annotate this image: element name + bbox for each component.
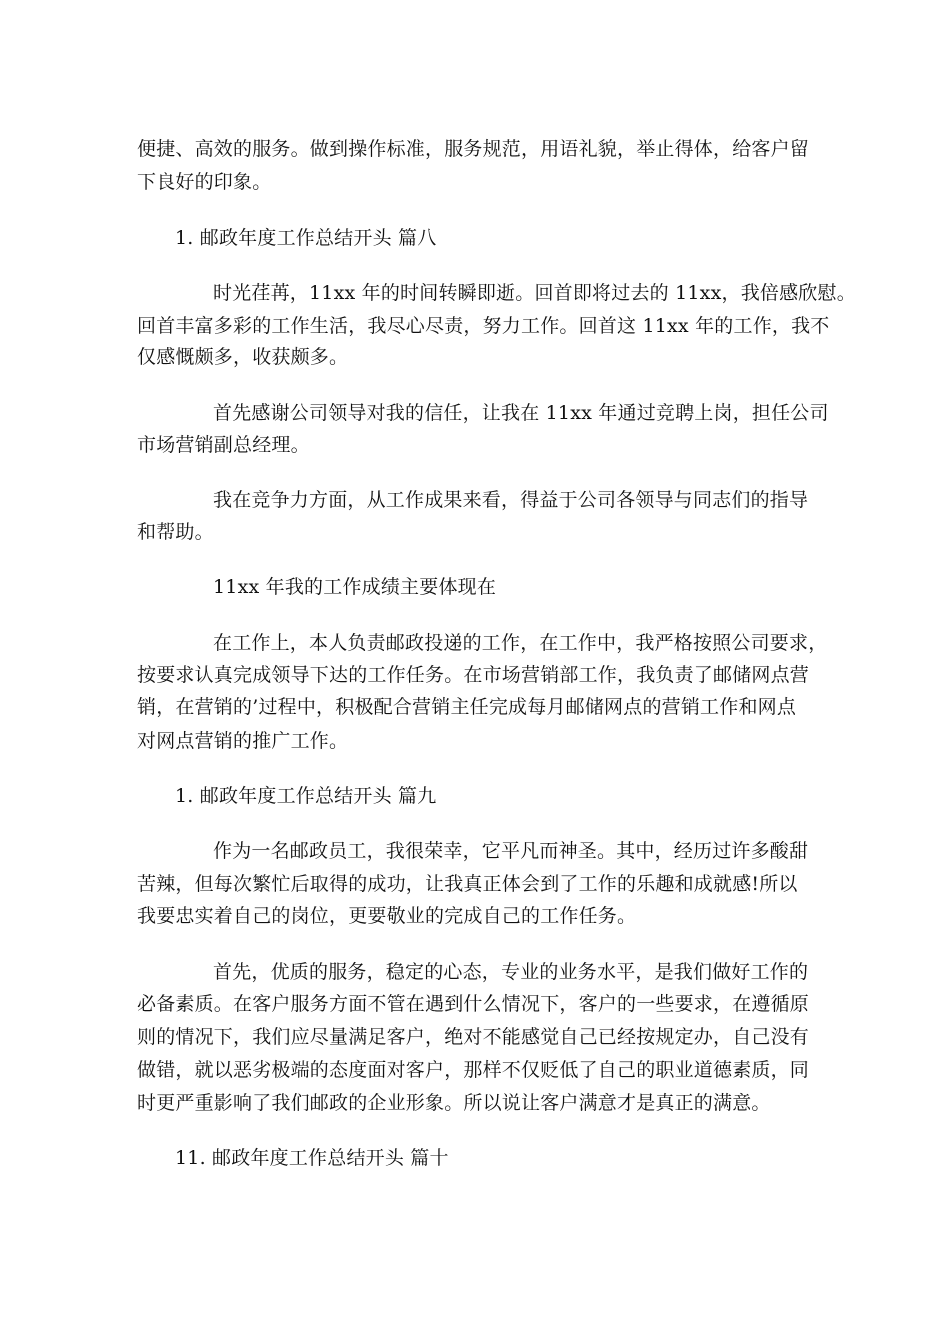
paragraph-line: 对网点营销的推广工作。 [137, 730, 349, 752]
paragraph-line: 做错，就以恶劣极端的态度面对客户，那样不仅贬低了自己的职业道德素质，同 [137, 1059, 810, 1081]
paragraph-line: 回首丰富多彩的工作生活，我尽心尽责，努力工作。回首这 11xx 年的工作，我不 [137, 315, 830, 337]
paragraph-line: 时更严重影响了我们邮政的企业形象。所以说让客户满意才是真正的满意。 [137, 1092, 771, 1114]
paragraph-line: 我要忠实着自己的岗位，更要敬业的完成自己的工作任务。 [137, 905, 637, 927]
paragraph-line: 下良好的印象。 [137, 171, 272, 193]
section-heading: 11. 邮政年度工作总结开头 篇十 [175, 1147, 449, 1169]
section-heading: 1. 邮政年度工作总结开头 篇九 [175, 785, 437, 807]
paragraph-line: 便捷、高效的服务。做到操作标准，服务规范，用语礼貌，举止得体，给客户留 [137, 138, 810, 160]
paragraph-line: 苦辣，但每次繁忙后取得的成功，让我真正体会到了工作的乐趣和成就感!所以 [137, 873, 798, 895]
paragraph-line: 和帮助。 [137, 521, 214, 543]
paragraph-line: 则的情况下，我们应尽量满足客户，绝对不能感觉自己已经按规定办，自己没有 [137, 1026, 810, 1048]
paragraph-line: 市场营销副总经理。 [137, 434, 310, 456]
paragraph-line: 首先，优质的服务，稳定的心态，专业的业务水平，是我们做好工作的 [213, 961, 809, 983]
section-heading: 1. 邮政年度工作总结开头 篇八 [175, 227, 437, 249]
paragraph-line: 按要求认真完成领导下达的工作任务。在市场营销部工作，我负责了邮储网点营 [137, 664, 810, 686]
paragraph-line: 时光荏苒，11xx 年的时间转瞬即逝。回首即将过去的 11xx，我倍感欣慰。 [213, 282, 856, 304]
paragraph-line: 我在竞争力方面，从工作成果来看，得益于公司各领导与同志们的指导 [213, 489, 809, 511]
paragraph-line: 11xx 年我的工作成绩主要体现在 [213, 576, 497, 598]
paragraph-line: 必备素质。在客户服务方面不管在遇到什么情况下，客户的一些要求，在遵循原 [137, 993, 810, 1015]
paragraph-line: 在工作上，本人负责邮政投递的工作，在工作中，我严格按照公司要求， [213, 632, 828, 654]
paragraph-line: 首先感谢公司领导对我的信任，让我在 11xx 年通过竞聘上岗，担任公司 [213, 402, 829, 424]
paragraph-line: 作为一名邮政员工，我很荣幸，它平凡而神圣。其中，经历过许多酸甜 [213, 840, 809, 862]
paragraph-line: 销，在营销的’过程中，积极配合营销主任完成每月邮储网点的营销工作和网点 [137, 696, 797, 718]
paragraph-line: 仅感慨颇多，收获颇多。 [137, 346, 349, 368]
